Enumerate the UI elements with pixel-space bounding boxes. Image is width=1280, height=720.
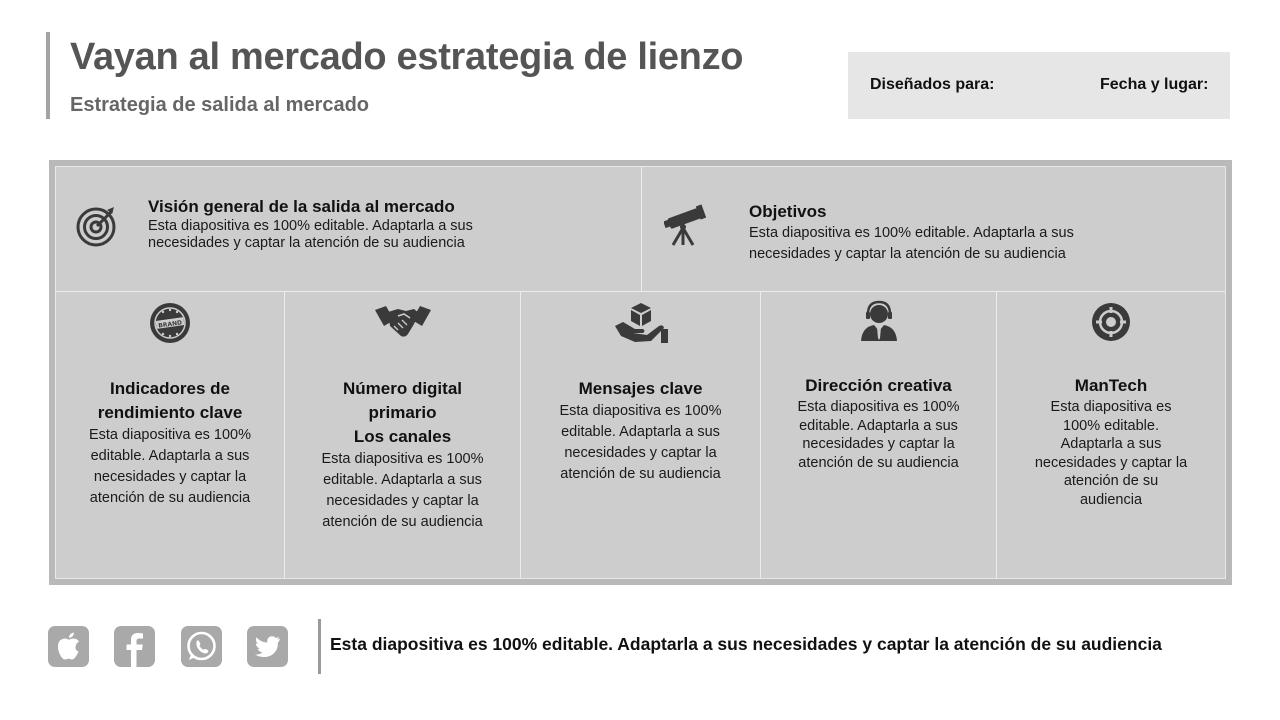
section-title: ManTech [1074, 376, 1148, 395]
section-body: Esta diapositiva es 100% editable. Adaptarla a sus necesidades y captar la atención de su audiencia [1034, 399, 1188, 508]
section-title: Dirección creativa [805, 376, 952, 395]
section-body: Esta diapositiva es 100% editable. Adaptarla a sus necesidades y captar la atención de su audiencia [321, 451, 484, 530]
section-text [56, 377, 284, 509]
meta-box [848, 52, 1230, 119]
section-objectives [642, 167, 1225, 291]
footer-text: Esta diapositiva es 100% editable. Adaptarla a sus necesidades y captar la atención de su audiencia [330, 634, 1162, 654]
section-digital-channels [285, 292, 520, 579]
section-body: Esta diapositiva es 100% editable. Adaptarla a sus necesidades y captar la atención de su audiencia [749, 225, 1074, 262]
section-key-messages [521, 292, 760, 579]
section-body: Esta diapositiva es 100% editable. Adaptarla a sus necesidades y captar la atención de su audiencia [797, 399, 960, 471]
section-text [997, 374, 1225, 509]
handshake-icon [374, 304, 432, 340]
title-accent-bar [46, 32, 50, 119]
hand-box-icon [613, 302, 669, 344]
crosshair-icon [1091, 302, 1131, 342]
whatsapp-icon[interactable] [181, 626, 222, 667]
section-creative-direction [761, 292, 996, 579]
section-title: Indicadores de rendimiento clave [97, 379, 243, 422]
section-body: Esta diapositiva es 100% editable. Adaptarla a sus necesidades y captar la atención de su audiencia [559, 403, 722, 482]
twitter-icon[interactable] [247, 626, 288, 667]
section-title: Número digital primario [342, 379, 462, 422]
target-icon [76, 205, 118, 247]
section-overview [56, 167, 641, 291]
section-text [761, 374, 996, 472]
section-kpi [56, 292, 284, 579]
section-text [521, 377, 760, 485]
section-title: Visión general de la salida al mercado [148, 197, 455, 216]
facebook-icon[interactable] [114, 626, 155, 667]
footer-accent-bar [318, 619, 321, 674]
canvas-grid [55, 166, 1226, 579]
svg-text:BRAND: BRAND [157, 319, 183, 330]
telescope-icon [664, 203, 706, 247]
designed-for-label: Diseñados para: [870, 76, 995, 93]
section-mantech [997, 292, 1225, 579]
page-subtitle: Estrategia de salida al mercado [70, 94, 370, 116]
section-text [285, 377, 520, 533]
strategy-canvas [49, 160, 1232, 585]
section-subtitle: Los canales [353, 427, 452, 446]
section-title: Mensajes clave [578, 379, 703, 398]
section-body: Esta diapositiva es 100% editable. Adaptarla a sus necesidades y captar la atención de su audiencia [148, 218, 473, 251]
support-agent-icon [858, 300, 900, 342]
page-title: Vayan al mercado estrategia de lienzo [70, 36, 744, 78]
apple-icon[interactable] [48, 626, 89, 667]
section-body: Esta diapositiva es 100% editable. Adaptarla a sus necesidades y captar la atención de su audiencia [88, 427, 251, 506]
brand-badge-icon [149, 302, 191, 344]
section-title: Objetivos [749, 202, 827, 221]
date-place-label: Fecha y lugar: [1100, 76, 1209, 93]
